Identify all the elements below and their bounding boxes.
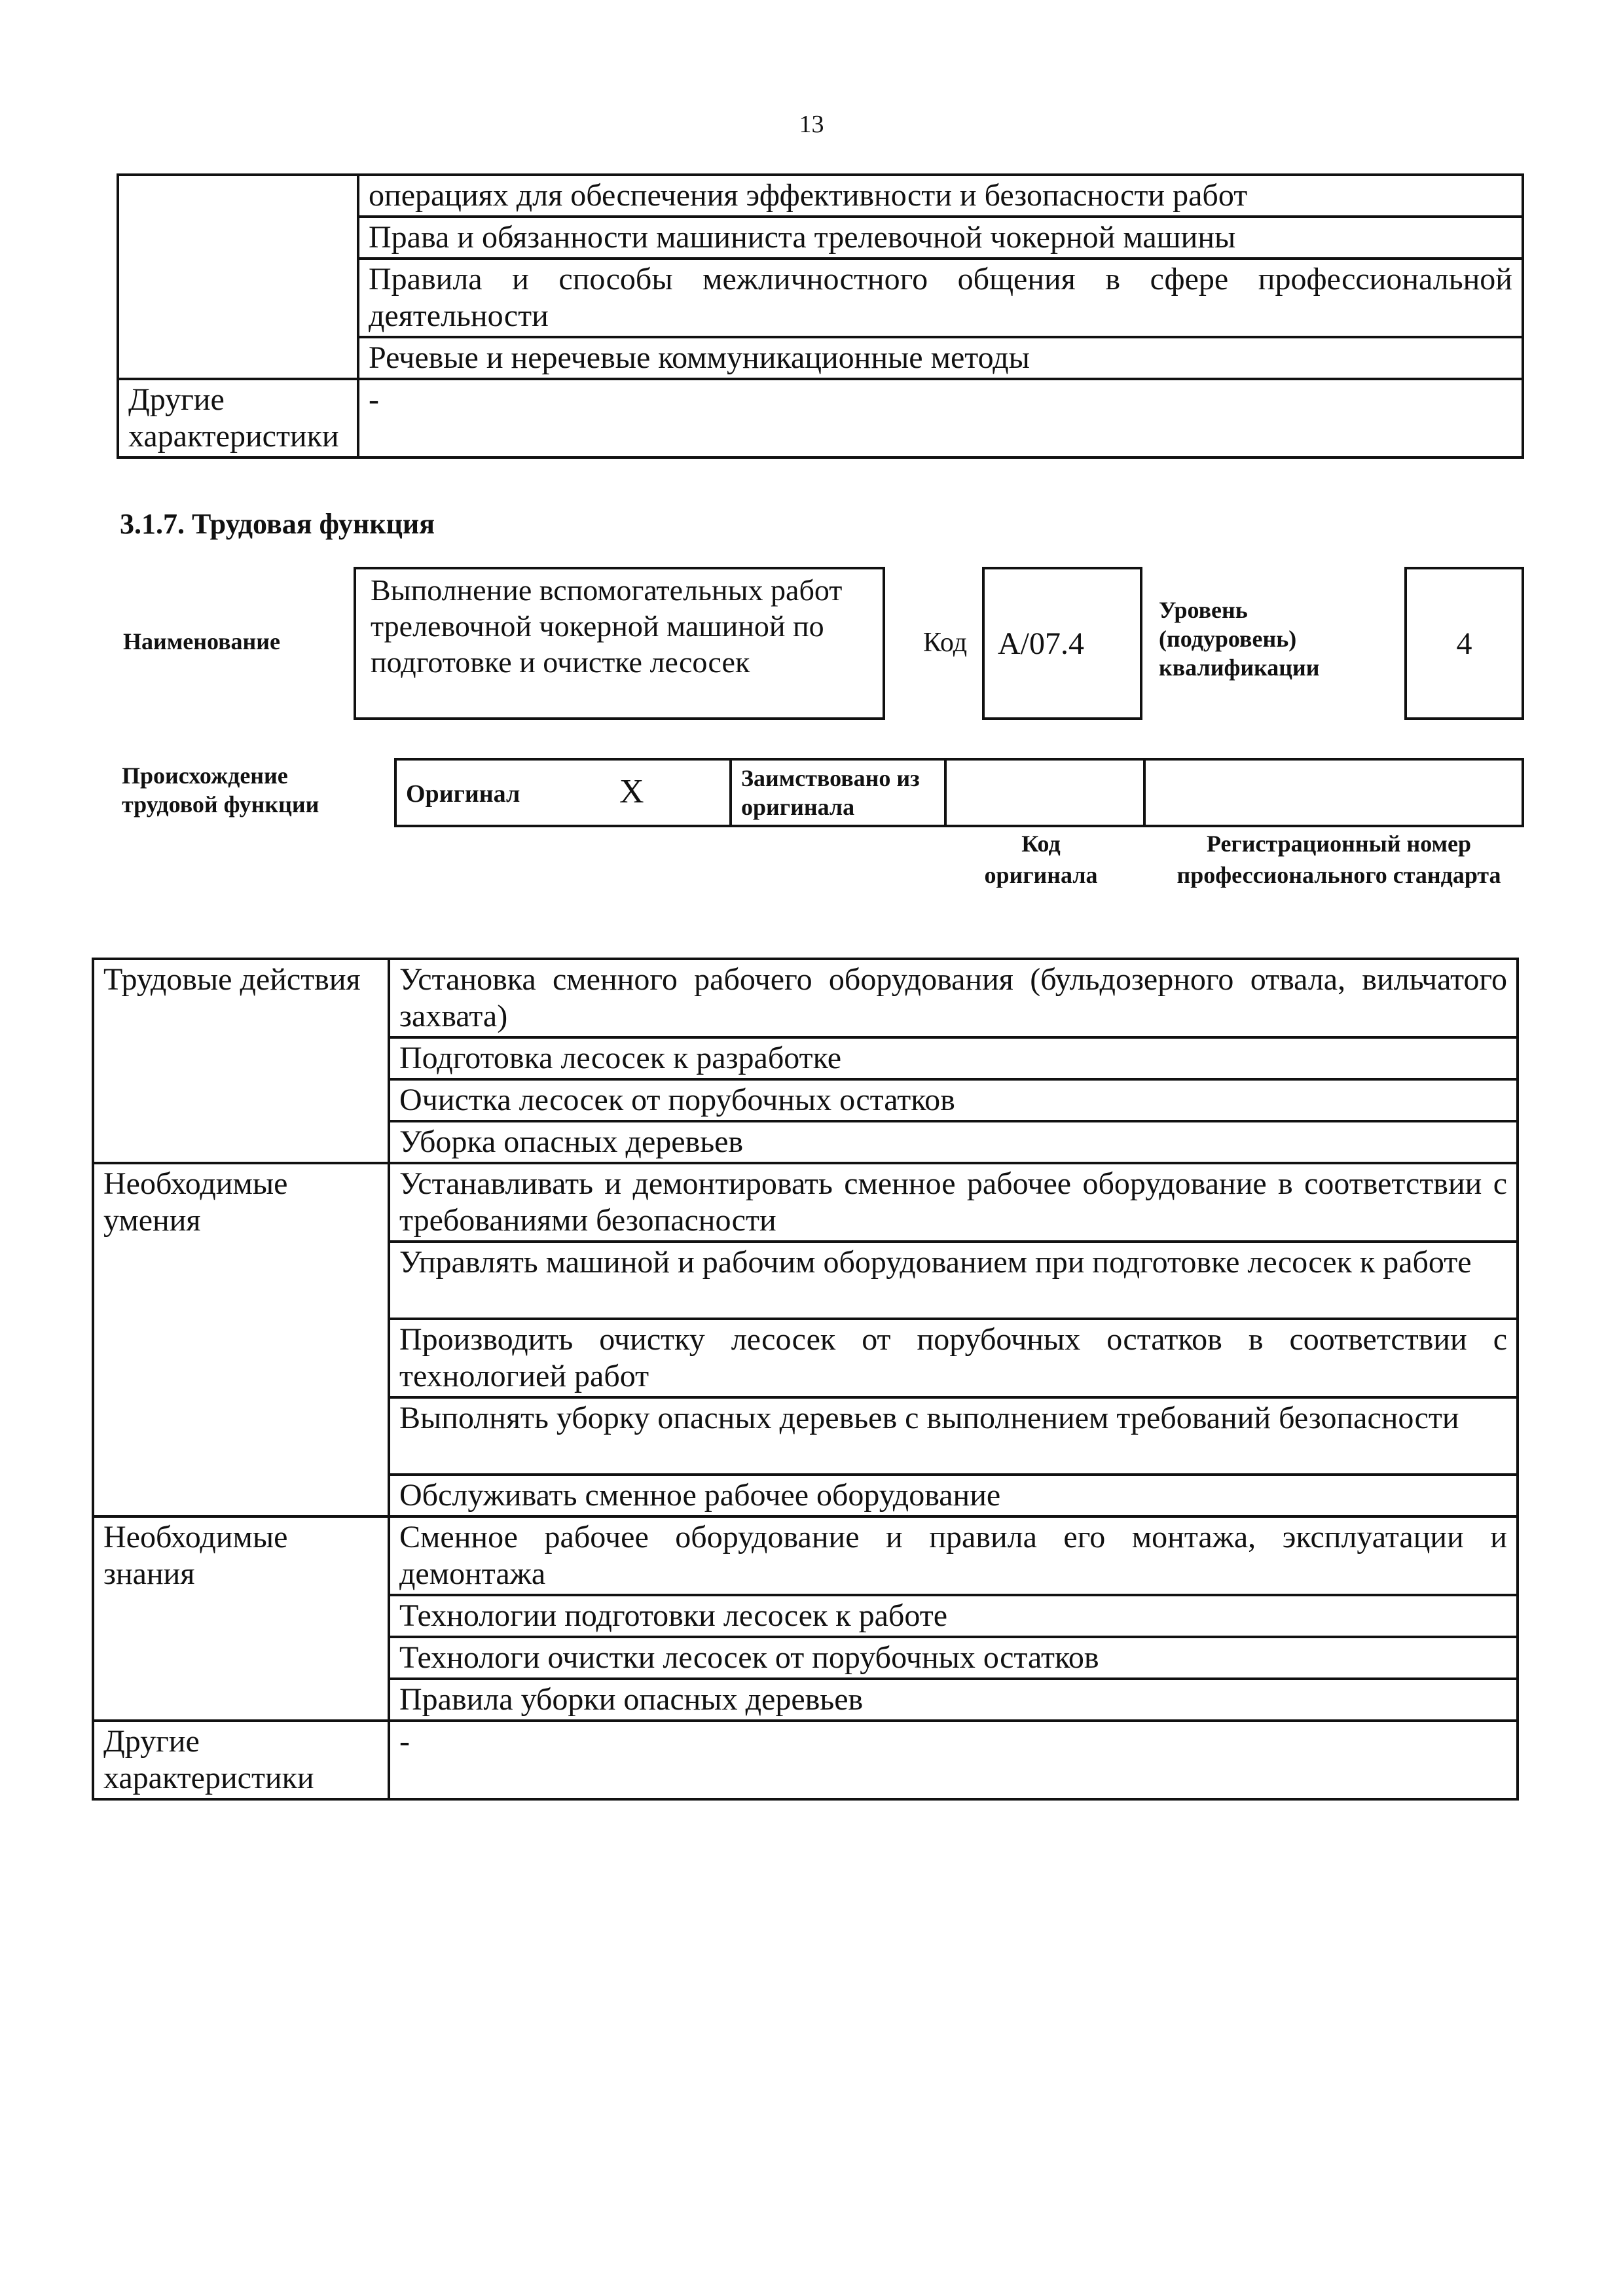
origin-mark: X [619,773,644,810]
origin-original-label: Оригинал [406,780,520,808]
origin-reg-cell [1144,759,1523,826]
top-row-2: Права и обязанности машиниста трелевочной чокерной машины [358,217,1523,259]
origin-original-cell [395,759,731,826]
level-value: 4 [1456,626,1472,661]
knowledge-row: Технологи очистки лесосек от порубочных остатков [389,1637,1518,1679]
other-characteristics-value: - [358,379,1523,457]
name-value-box [354,567,885,720]
skill-row: Обслуживать сменное рабочее оборудование [389,1475,1518,1516]
skill-row: Управлять машиной и рабочим оборудованием при подготовке лесосек к работе [389,1242,1518,1319]
top-row-1: операциях для обеспечения эффективности и безопасности работ [358,175,1523,217]
action-row: Очистка лесосек от порубочных остатков [389,1079,1518,1121]
actions-label: Трудовые действия [93,959,389,1163]
section-title: 3.1.7. Трудовая функция [120,508,435,540]
other-characteristics-label: Другие характеристики [93,1721,389,1799]
code-value-box [982,567,1142,720]
origin-code-caption: Код оригинала [984,831,1098,888]
origin-borrowed-label: Заимствовано из оригинала [741,765,920,820]
skill-row: Выполнять уборку опасных деревьев с выполнением требований безопасности [389,1397,1518,1475]
knowledge-label: Необходимые знания [93,1516,389,1721]
origin-borrowed-cell [731,759,945,826]
action-row: Установка сменного рабочего оборудования (бульдозерного отвала, вильчатого захвата) [389,959,1518,1037]
skill-row: Устанавливать и демонтировать сменное рабочее оборудование в соответствии с требованиями безопасности [389,1163,1518,1242]
empty-label-cell [118,175,358,379]
other-characteristics-label: Другие характеристики [118,379,358,457]
knowledge-row: Технологии подготовки лесосек к работе [389,1595,1518,1637]
skill-row: Производить очистку лесосек от порубочных остатков в соответствии с технологией работ [389,1319,1518,1397]
top-row-4: Речевые и неречевые коммуникационные методы [358,337,1523,379]
origin-reg-caption: Регистрационный номер профессионального стандарта [1176,831,1501,888]
origin-label: Происхождение трудовой функции [122,762,319,817]
level-value-box [1404,567,1524,720]
action-row: Подготовка лесосек к разработке [389,1037,1518,1079]
origin-table [394,758,1524,827]
page-number: 13 [799,111,824,138]
main-table [92,958,1519,1801]
code-label: Код [923,628,968,658]
knowledge-row: Правила уборки опасных деревьев [389,1679,1518,1721]
top-row-3: Правила и способы межличностного общения в сфере профессиональной деятельности [358,259,1523,337]
name-value: Выполнение вспомогательных работ трелевочной чокерной машиной по подготовке и очистке лесосек [371,573,843,679]
top-table [117,173,1524,459]
action-row: Уборка опасных деревьев [389,1121,1518,1163]
name-label: Наименование [123,628,280,655]
origin-code-cell [945,759,1144,826]
other-characteristics-value: - [389,1721,1518,1799]
knowledge-row: Сменное рабочее оборудование и правила его монтажа, эксплуатации и демонтажа [389,1516,1518,1595]
skills-label: Необходимые умения [93,1163,389,1516]
code-value: А/07.4 [998,626,1084,661]
level-label: Уровень (подуровень) квалификации [1159,597,1320,681]
